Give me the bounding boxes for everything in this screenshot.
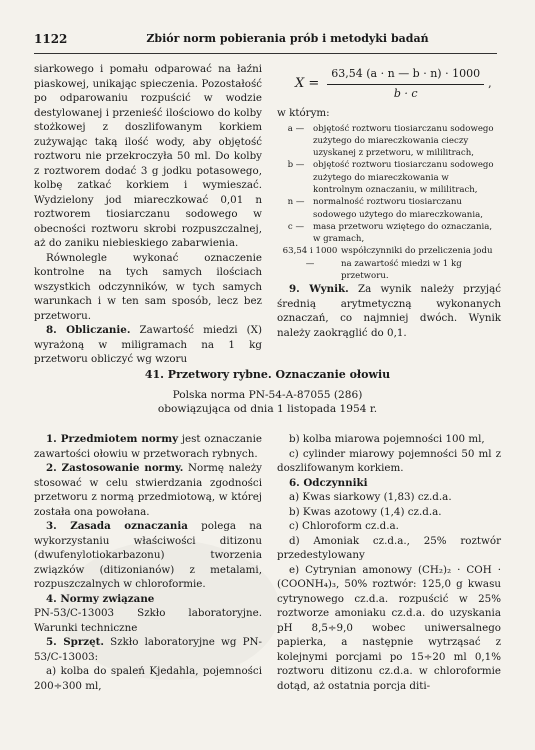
norm-info	[34, 388, 501, 416]
definition-symbol: 63,54 i 1000 —	[282, 246, 338, 269]
right-column-top	[277, 62, 501, 340]
obliczanie-paragraph	[34, 323, 262, 367]
norm-paragraph	[34, 606, 262, 635]
paragraph-label: 1. Przedmiotem normy	[46, 433, 179, 445]
definition-item	[279, 123, 501, 160]
definition-item	[279, 245, 501, 282]
paragraph-text: polega na wykorzystaniu właściwości ditizonu (dwufenylotiokarbazonu) tworzenia związków (ditizonianów) z metalami, rozpuszczalnych w chloroformie.	[34, 520, 263, 590]
formula-trail: ,	[488, 76, 492, 90]
definition-symbol: n —	[287, 197, 305, 208]
list-item: e) Cytrynian amonowy (CH₂)₂ · COH · (COONH₄)₃, 50% roztwór: 125,0 g kwasu cytrynowego cz.d.a. rozpuścić w 25% roztworze amoniaku cz.d.a. do uzyskania pH 8,5÷9,0 wobec uniwersalnego papierka, a następnie wytrząsać z kolejnymi porcjami po 15÷20 ml 0,1% roztworu ditizonu cz.d.a. w chloroformie dotąd, aż ostatnia porcja diti-	[277, 563, 501, 692]
running-title: Zbiór norm pobierania prób i metodyki badań	[146, 32, 429, 45]
norm-paragraph	[34, 664, 262, 693]
page-header	[34, 32, 497, 48]
page-number: 1122	[34, 32, 68, 46]
paragraph: siarkowego i pomału odparować na łaźni piaskowej, unikając spieczenia. Pozostałość po odparowaniu rozpuścić w wodzie destylowanej i przenieść ilościowo do kolby stożkowej z doszlifowanym korkiem zużywając taką ilość wody, aby objętość roztworu nie przekroczyła 50 ml. Do kolby z roztworem dodać 3 g jodku potasowego, kolbę zatkać korkiem i wymieszać. Wydzielony jod miareczkować 0,01 n roztworem tiosiarczanu sodowego w obecności roztworu skrobi rozpuszczalnej, aż do zaniku niebieskiego zabarwienia.	[34, 63, 262, 249]
list-item: a) Kwas siarkowy (1,83) cz.d.a.	[289, 491, 452, 503]
list-item: b) Kwas azotowy (1,4) cz.d.a.	[289, 505, 442, 518]
wynik-label: 9. Wynik.	[289, 283, 349, 296]
paragraph-text: Szkło laboratoryjne wg PN-53/C-13003:	[34, 636, 262, 663]
definition-item	[279, 159, 501, 196]
definition-symbol: a —	[287, 123, 305, 134]
obliczanie-label: 8. Obliczanie.	[46, 324, 131, 336]
formula-fraction	[327, 67, 484, 101]
paragraph-label: 3. Zasada oznaczania	[46, 520, 188, 532]
formula	[295, 62, 501, 106]
header-rule	[34, 53, 497, 54]
list-item: c) Chloroform cz.d.a.	[289, 520, 399, 532]
paragraph: Równolegle wykonać oznaczenie kontrolne na tych samych ilościach wszystkich odczynników, w tych samych warunkach i w ten sam sposób, lecz bez przetworu.	[34, 251, 262, 322]
list-item: c) cylinder miarowy pojemności 50 ml z doszlifowanym korkiem.	[277, 447, 501, 474]
norm-date: obowiązująca od dnia 1 listopada 1954 r.	[157, 403, 378, 415]
paragraph-text: a) kolba do spaleń Kjedahla, pojemności 200÷300 ml,	[34, 665, 262, 692]
list-item: b) kolba miarowa pojemności 100 ml,	[289, 433, 485, 445]
wynik-text: Za wynik należy przyjąć średnią arytmetyczną wykonanych oznaczań, co najmniej dwóch. Wynik należy zaokrąglić do 0,1.	[277, 283, 501, 339]
paragraph-label: 4. Normy związane	[46, 592, 155, 605]
definition-text: objętość roztworu tiosiarczanu sodowego zużytego do miareczkowania w kontrolnym oznaczaniu, w mililitrach,	[313, 160, 494, 195]
paragraph-label: 2. Zastosowanie normy.	[46, 462, 184, 474]
definition-text: objętość roztworu tiosiarczanu sodowego zużytego do miareczkowania cieczy uzyskanej z przetworu, w mililitrach,	[313, 123, 494, 159]
where-label: w którym:	[277, 107, 330, 119]
wynik-paragraph	[277, 282, 501, 340]
left-column-bottom	[34, 432, 262, 693]
norm-line: Polska norma PN-54-A-87055 (286)	[172, 389, 363, 401]
definition-item	[279, 221, 501, 246]
right-column-bottom	[277, 432, 501, 693]
formula-numerator: 63,54 (a · n — b · n) · 1000	[327, 67, 484, 85]
formula-denominator: b · c	[393, 86, 418, 100]
norm-paragraph	[34, 432, 262, 461]
section-title: 41. Przetwory rybne. Oznaczanie ołowiu	[144, 368, 391, 381]
definition-text: masa przetworu wziętego do oznaczania, w gramach,	[313, 221, 493, 245]
norm-paragraph	[34, 461, 262, 519]
list-item: d) Amoniak cz.d.a., 25% roztwór przedestylowany	[277, 534, 501, 561]
definition-text: współczynniki do przeliczenia jodu na zawartość miedzi w 1 kg przetworu.	[341, 246, 493, 282]
definition-item	[279, 196, 501, 221]
left-column-top	[34, 62, 262, 367]
section-label: 6. Odczynniki	[289, 476, 368, 489]
definition-symbol: b —	[287, 160, 305, 171]
definition-symbol: c —	[287, 221, 305, 232]
paragraph-text: Normę należy stosować w celu stwierdzania zgodności przetworu z normą przedmiotową, w której została ona powołana.	[34, 462, 262, 518]
paragraph-label: 5. Sprzęt.	[46, 636, 105, 648]
formula-lhs: X =	[295, 75, 320, 91]
norm-paragraph	[34, 635, 262, 664]
definitions-list	[279, 123, 501, 283]
obliczanie-text: Zawartość miedzi (X) wyrażoną w miligramach na 1 kg przetworu obliczyć wg wzoru	[34, 324, 262, 365]
definition-text: normalność roztworu tiosiarczanu sodowego użytego do miareczkowania,	[313, 197, 483, 220]
norm-paragraph	[34, 519, 262, 592]
paragraph-text: jest oznaczanie zawartości ołowiu w przetworach rybnych.	[34, 433, 262, 460]
paragraph-text: PN-53/C-13003 Szkło laboratoryjne. Warunki techniczne	[34, 607, 262, 634]
norm-paragraph	[34, 592, 262, 607]
